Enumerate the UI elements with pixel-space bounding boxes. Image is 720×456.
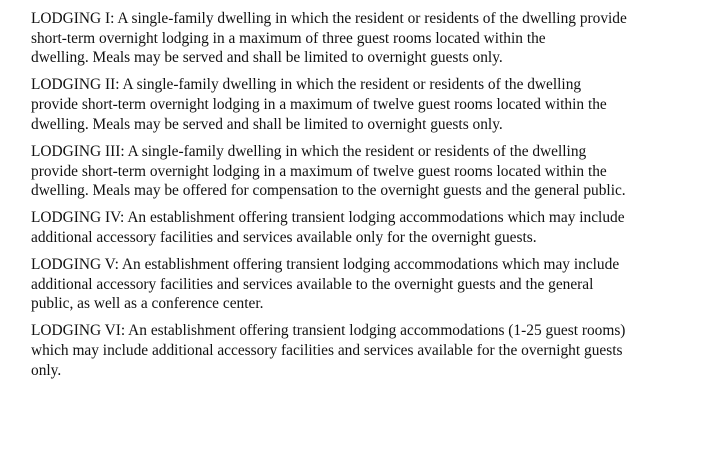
paragraph-lodging-vi: LODGING VI: An establishment offering transient lodging accommodations (1-25 guest rooms) which may include additional accessory facilities and services available for the overnight guests only. [31,322,626,379]
paragraph-lodging-iii: LODGING III: A single-family dwelling in which the resident or residents of the dwelling provide short-term overnight lodging in a maximum of twelve guest rooms located within the dwelling. Meals may be offered for compensation to the overnight guests and the general public. [31,142,626,200]
paragraph-lodging-iv: LODGING IV: An establishment offering transient lodging accommodations which may include additional accessory facilities and services available only for the overnight guests. [31,209,625,246]
paragraph-lodging-v: LODGING V: An establishment offering transient lodging accommodations which may include additional accessory facilities and services available to the overnight guests and the general public, as well as a conference center. [31,255,620,313]
paragraph-lodging-i: LODGING I: A single-family dwelling in which the resident or residents of the dwelling provide short-term overnight lodging in a maximum of three guest rooms located within the dwelling. Meals may be served and shall be limited to overnight guests only. [31,10,627,67]
document-body [31,9,699,388]
paragraph-lodging-ii: LODGING II: A single-family dwelling in which the resident or residents of the dwelling provide short-term overnight lodging in a maximum of twelve guest rooms located within the dwelling. Meals may be served and shall be limited to overnight guests only. [31,76,607,133]
